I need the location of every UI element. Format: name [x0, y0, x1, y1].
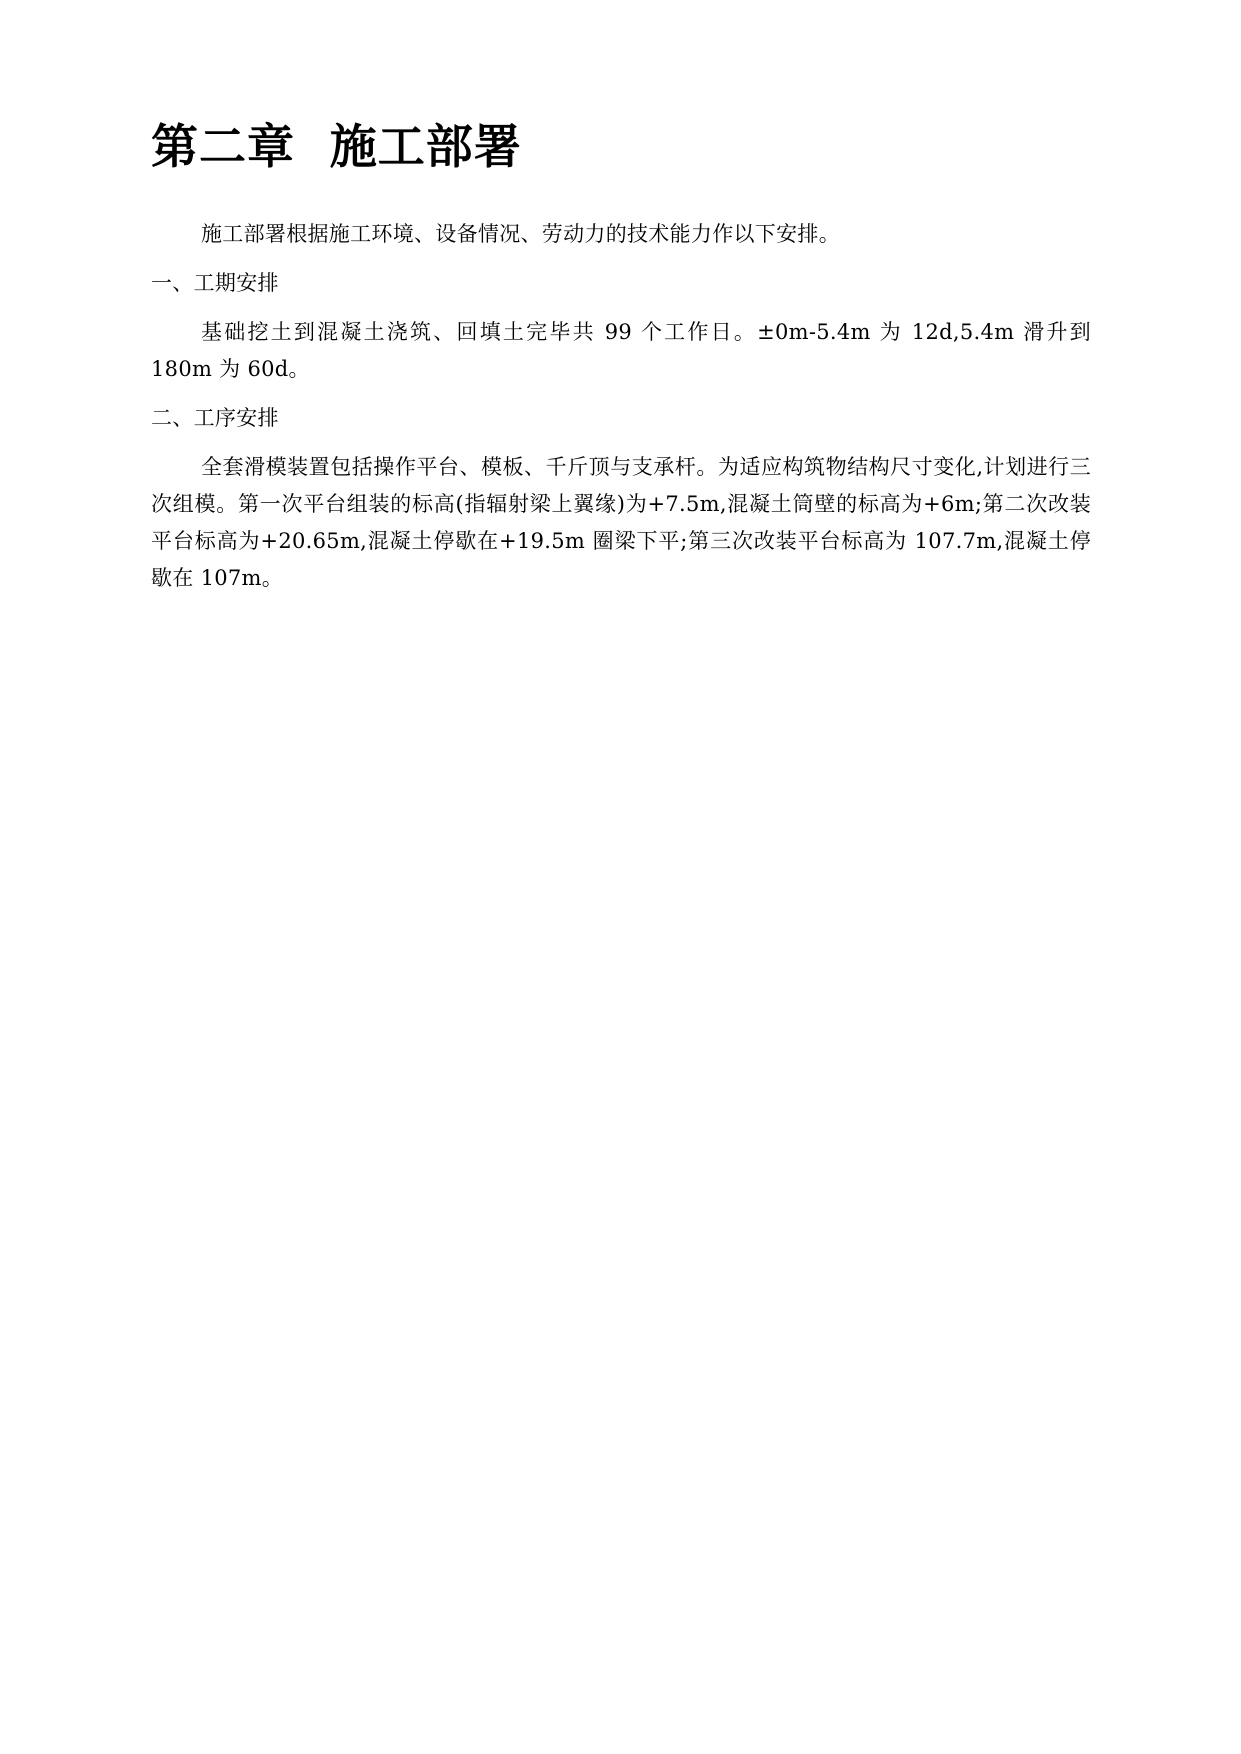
section-body-process: 全套滑模装置包括操作平台、模板、千斤顶与支承杆。为适应构筑物结构尺寸变化,计划进行三次组模。第一次平台组装的标高(指辐射梁上翼缘)为+7.5m,混凝土筒壁的标高为+6m;第二次改装平台标高为+20.65m,混凝土停歇在+19.5m 圈梁下平;第三次改装平台标高为 107.7m,混凝土停歇在 107m。 [151, 455, 1091, 590]
section-process [151, 400, 1091, 597]
chapter-title: 第二章 施工部署 [151, 120, 522, 175]
section-heading-schedule: 一、工期安排 [151, 271, 279, 295]
section-body-schedule: 基础挖土到混凝土浇筑、回填土完毕共 99 个工作日。±0m-5.4m 为 12d,5.4m 滑升到 180m 为 60d。 [151, 320, 1091, 381]
page-content [151, 118, 1091, 609]
intro-paragraph: 施工部署根据施工环境、设备情况、劳动力的技术能力作以下安排。 [201, 222, 840, 246]
section-heading-process: 二、工序安排 [151, 406, 279, 430]
section-schedule [151, 265, 1091, 388]
